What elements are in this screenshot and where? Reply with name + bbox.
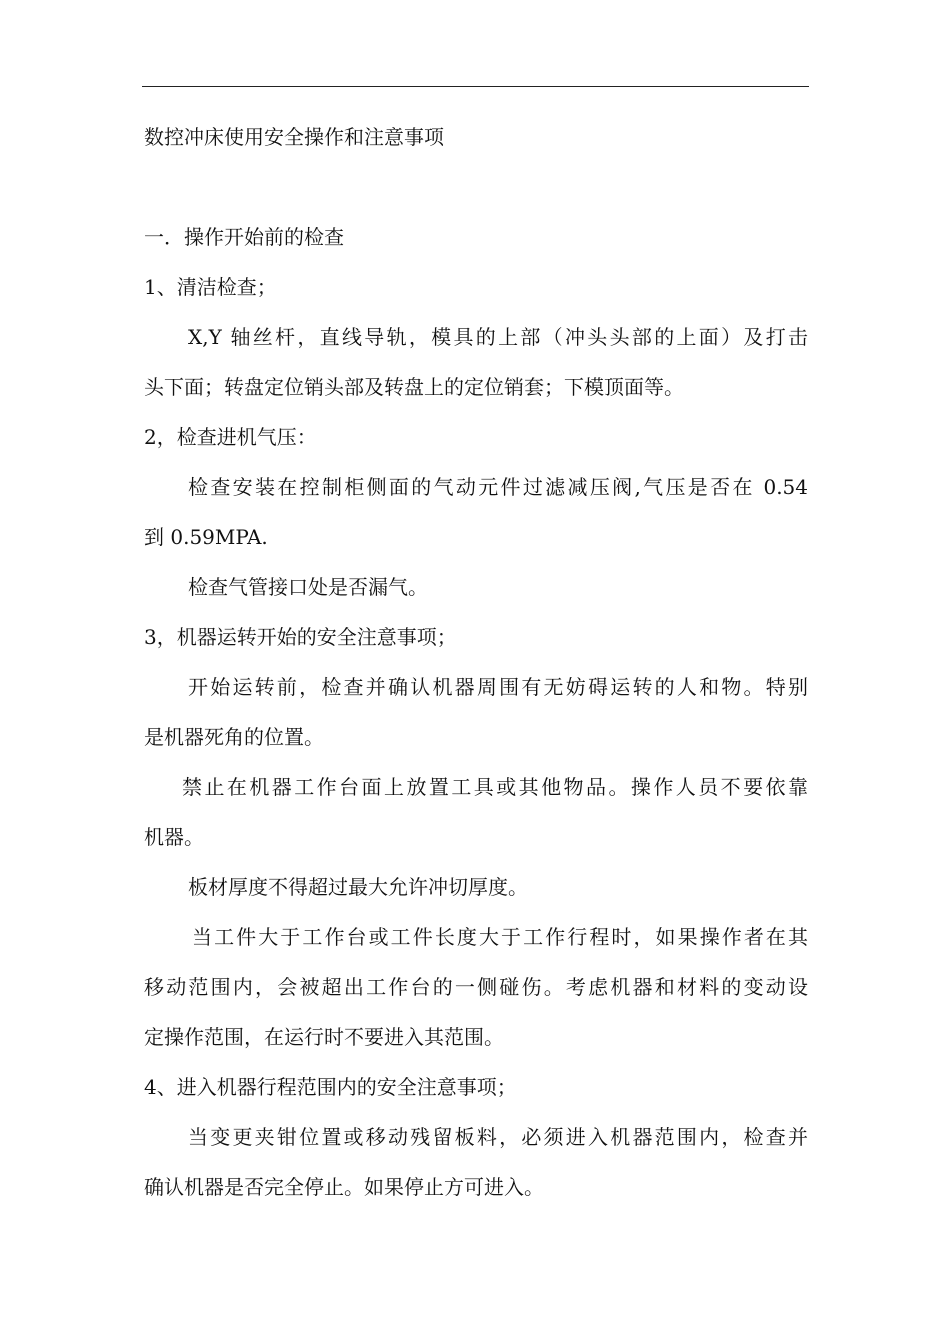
paragraph-line: 确认机器是否完全停止。如果停止方可进入。 [144, 1175, 544, 1199]
paragraph-line: 检查安装在控制柜侧面的气动元件过滤减压阀,气压是否在 0.54 [188, 475, 808, 499]
paragraph-line: 当变更夹钳位置或移动残留板料，必须进入机器范围内，检查并 [188, 1125, 808, 1149]
paragraph-line: 是机器死角的位置。 [144, 725, 324, 749]
paragraph-line: 当工件大于工作台或工件长度大于工作行程时，如果操作者在其 [192, 925, 808, 949]
paragraph-line: 开始运转前，检查并确认机器周围有无妨碍运转的人和物。特别 [188, 675, 808, 699]
paragraph-line: 移动范围内，会被超出工作台的一侧碰伤。考虑机器和材料的变动设 [144, 975, 808, 999]
header-rule [142, 86, 809, 87]
paragraph-line: 板材厚度不得超过最大允许冲切厚度。 [188, 875, 528, 899]
section-heading: 一．操作开始前的检查 [144, 225, 344, 249]
paragraph-line: 头下面；转盘定位销头部及转盘上的定位销套；下模顶面等。 [144, 375, 684, 399]
item-heading: 4、进入机器行程范围内的安全注意事项； [144, 1075, 517, 1099]
paragraph-line: X,Y 轴丝杆，直线导轨，模具的上部（冲头头部的上面）及打击 [188, 325, 808, 349]
paragraph-line: 到 0.59MPA. [144, 525, 268, 549]
document-title: 数控冲床使用安全操作和注意事项 [144, 125, 444, 149]
item-heading: 2，检查进机气压： [144, 425, 317, 449]
item-heading: 3，机器运转开始的安全注意事项； [144, 625, 457, 649]
paragraph-line: 定操作范围，在运行时不要进入其范围。 [144, 1025, 504, 1049]
document-body [144, 112, 808, 1212]
paragraph-line: 机器。 [144, 825, 204, 849]
paragraph-line: 检查气管接口处是否漏气。 [188, 575, 428, 599]
item-heading: 1、清洁检查； [144, 275, 277, 299]
paragraph-line: 禁止在机器工作台面上放置工具或其他物品。操作人员不要依靠 [182, 775, 808, 799]
